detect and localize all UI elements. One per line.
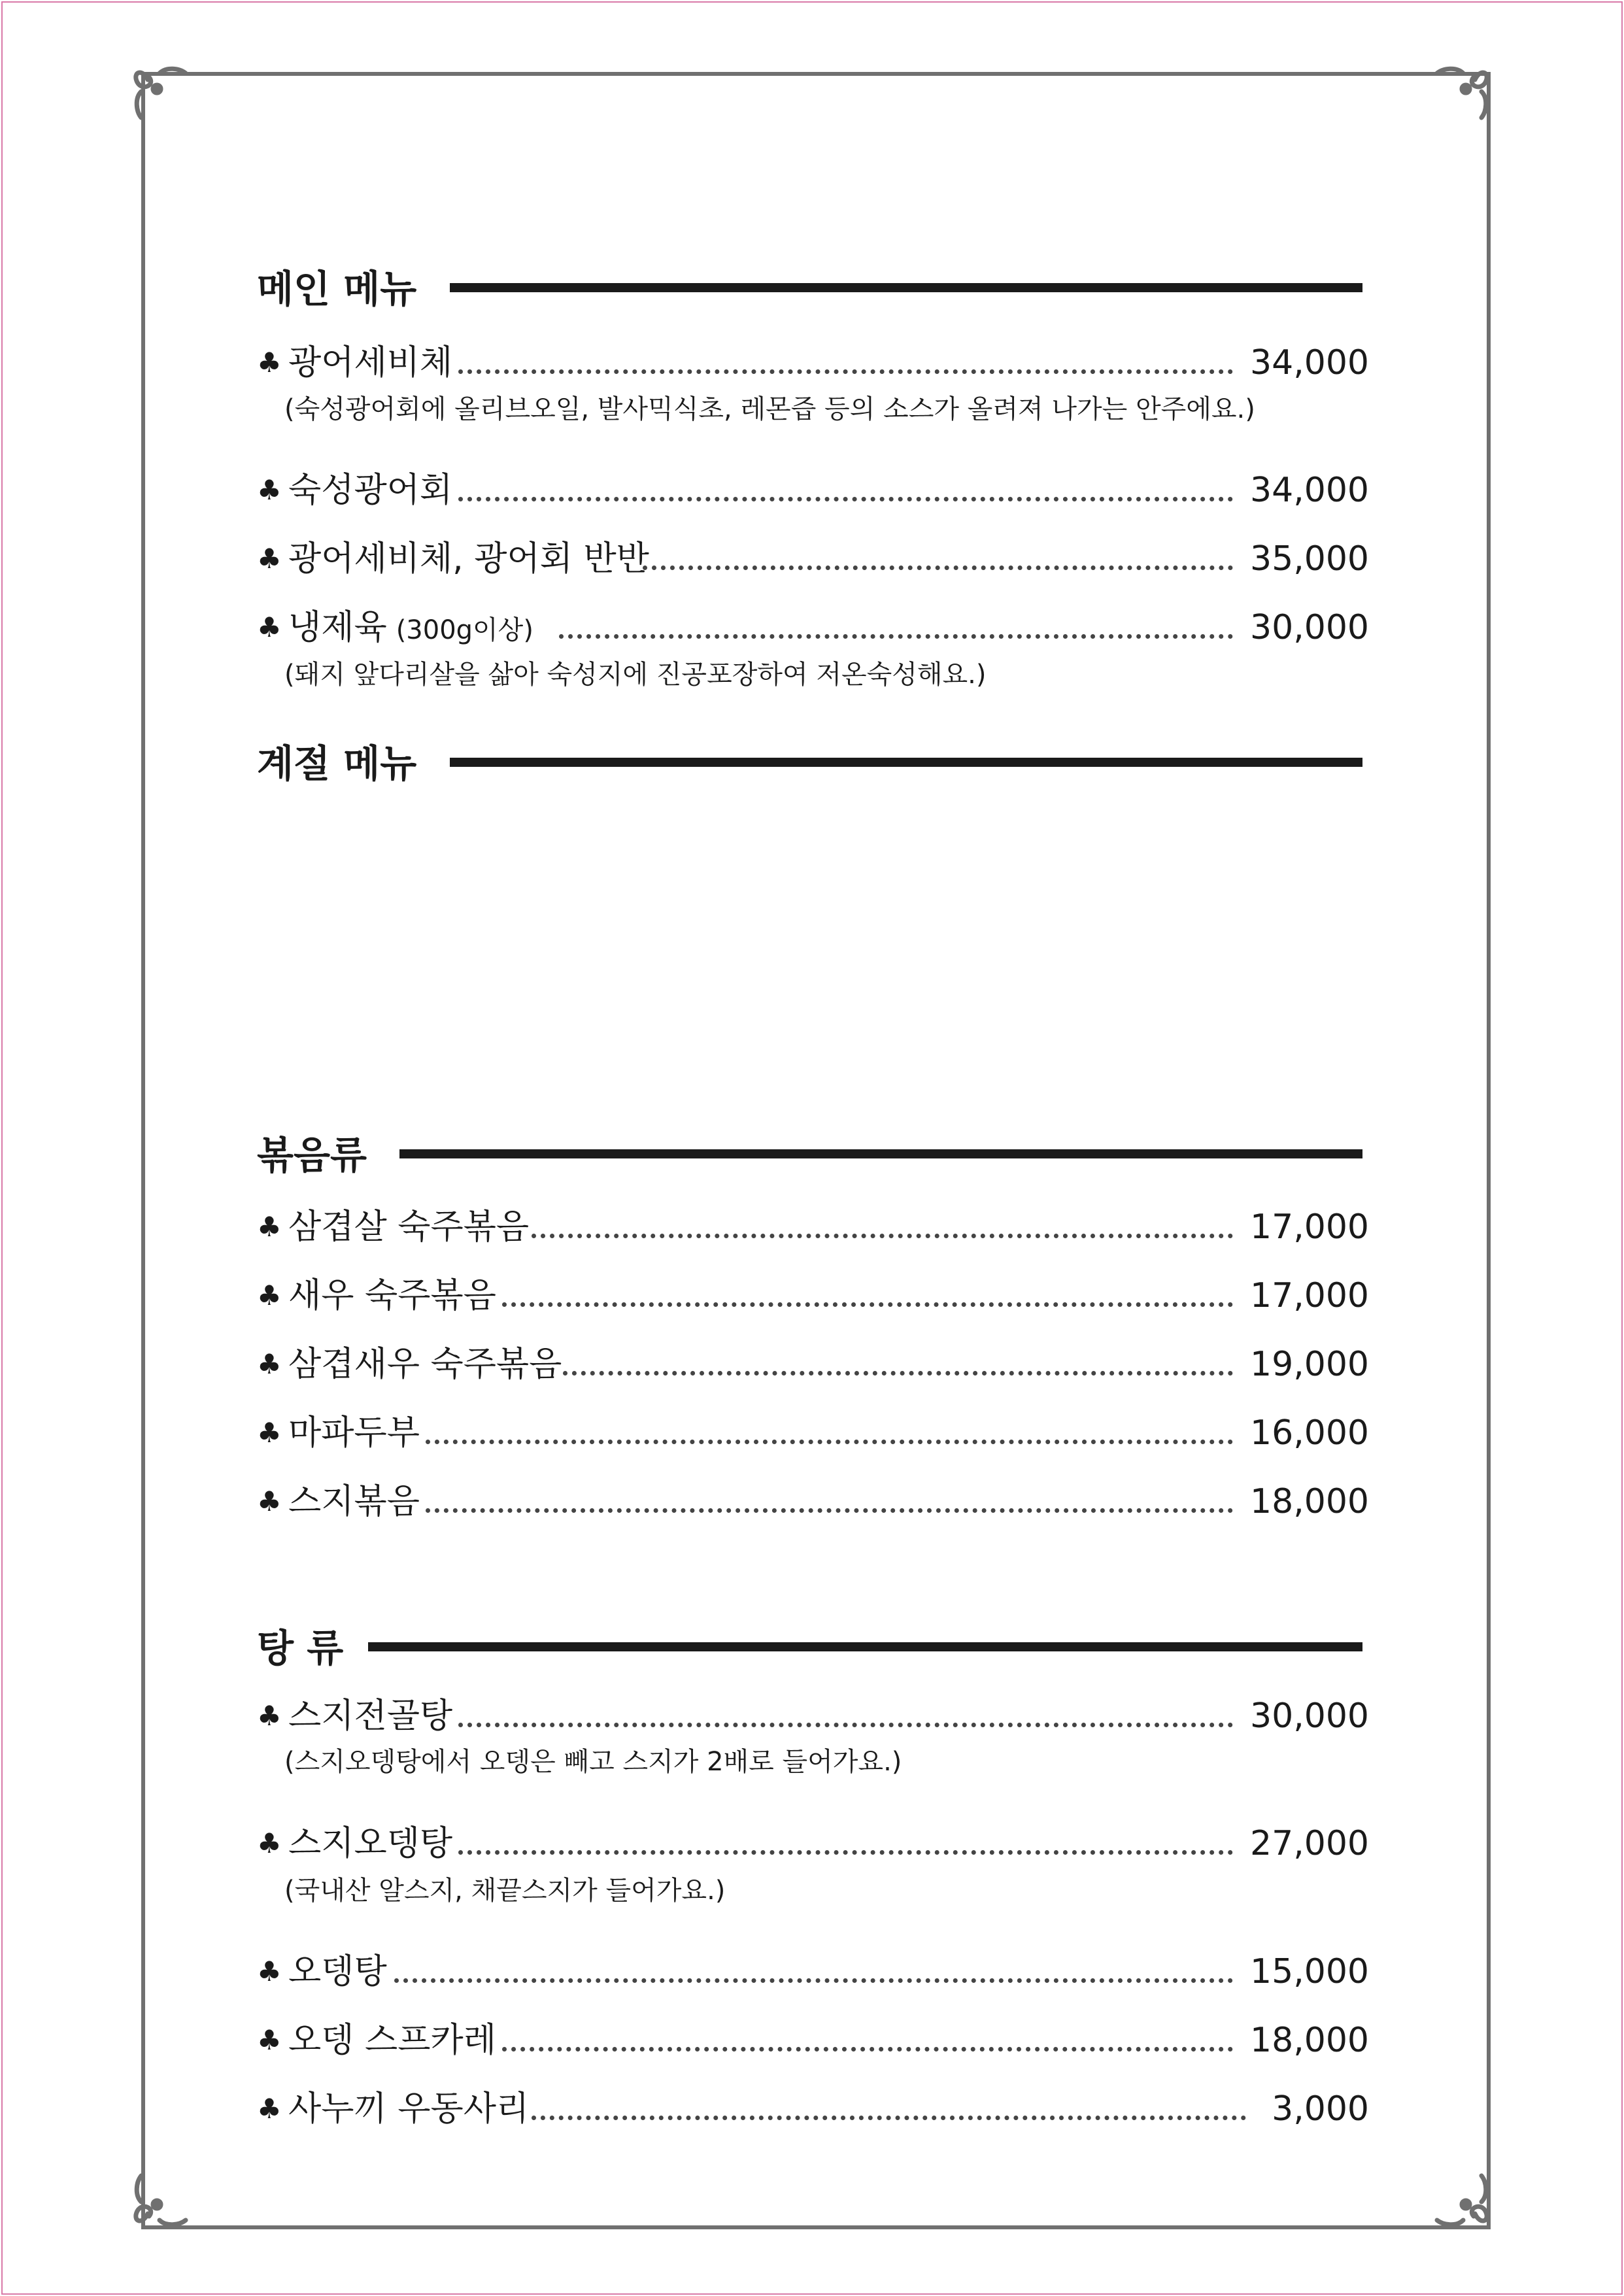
menu-item-name: 오뎅 스프카레 bbox=[288, 2021, 496, 2060]
menu-item bbox=[257, 337, 1368, 389]
menu-item-name: 스지오뎅탕 bbox=[288, 1824, 453, 1863]
menu-item-name: 오뎅탕 bbox=[288, 1952, 387, 1991]
dot-leader bbox=[532, 1234, 1233, 1238]
menu-item-name: 마파두부 bbox=[288, 1413, 420, 1453]
menu-item-name: 삼겹살 숙주볶음 bbox=[288, 1207, 530, 1247]
menu-item-name: 스지전골탕 bbox=[288, 1697, 453, 1736]
menu-item bbox=[257, 1817, 1368, 1870]
section-divider bbox=[399, 1149, 1362, 1158]
menu-item-note: (돼지 앞다리살을 삶아 숙성지에 진공포장하여 저온숙성해요.) bbox=[284, 660, 987, 690]
dot-leader bbox=[502, 2047, 1233, 2051]
menu-item-price: 16,000 bbox=[1250, 1413, 1369, 1453]
menu-item bbox=[257, 464, 1368, 516]
club-icon: ♣ bbox=[257, 2024, 282, 2056]
club-icon: ♣ bbox=[257, 1827, 282, 1859]
section-divider bbox=[450, 758, 1362, 767]
club-icon: ♣ bbox=[257, 1279, 282, 1311]
section-title: 메인 메뉴 bbox=[257, 267, 417, 311]
menu-item-name: 삼겹새우 숙주볶음 bbox=[288, 1345, 562, 1384]
club-icon: ♣ bbox=[257, 1700, 282, 1732]
menu-item-name: 새우 숙주볶음 bbox=[288, 1276, 496, 1315]
menu-item bbox=[257, 1338, 1368, 1391]
corner-ornament-icon bbox=[1432, 2170, 1495, 2233]
dot-leader bbox=[458, 1723, 1233, 1727]
club-icon: ♣ bbox=[257, 474, 282, 506]
menu-item-name: 사누끼 우동사리 bbox=[288, 2089, 530, 2129]
dot-leader bbox=[559, 634, 1233, 639]
menu-item-note: (스지오뎅탕에서 오뎅은 빼고 스지가 2배로 들어가요.) bbox=[284, 1747, 902, 1777]
menu-item-note: (국내산 알스지, 채끝스지가 들어가요.) bbox=[284, 1876, 726, 1906]
menu-item bbox=[257, 533, 1368, 585]
menu-item-price: 34,000 bbox=[1250, 343, 1369, 382]
dot-leader bbox=[563, 1371, 1233, 1376]
section-title: 계절 메뉴 bbox=[257, 741, 417, 786]
menu-item-price: 19,000 bbox=[1250, 1345, 1369, 1384]
menu-item-note: (숙성광어회에 올리브오일, 발사믹식초, 레몬즙 등의 소스가 올려져 나가는 안주에요.) bbox=[284, 394, 1255, 424]
menu-item-name bbox=[288, 601, 533, 656]
dot-leader bbox=[458, 369, 1233, 374]
menu-item-price: 18,000 bbox=[1250, 2021, 1369, 2060]
club-icon: ♣ bbox=[257, 611, 282, 643]
section-divider bbox=[368, 1642, 1362, 1651]
menu-item bbox=[257, 1270, 1368, 1322]
menu-item-name: 광어세비체, 광어회 반반 bbox=[288, 539, 649, 579]
club-icon: ♣ bbox=[257, 2093, 282, 2125]
dot-leader bbox=[458, 1850, 1233, 1855]
section-header-main bbox=[257, 256, 1368, 322]
menu-item-name: 스지볶음 bbox=[288, 1482, 420, 1521]
dot-leader bbox=[502, 1302, 1233, 1307]
corner-ornament-icon bbox=[128, 2170, 191, 2233]
section-header-stirfry bbox=[257, 1123, 1368, 1188]
menu-item-price: 18,000 bbox=[1250, 1482, 1369, 1521]
dot-leader bbox=[532, 2116, 1246, 2120]
menu-item-name: 숙성광어회 bbox=[288, 471, 453, 510]
menu-item bbox=[257, 601, 1368, 654]
menu-item-price: 3,000 bbox=[1272, 2089, 1369, 2129]
menu-item bbox=[257, 1407, 1368, 1459]
menu-item-price: 15,000 bbox=[1250, 1952, 1369, 1991]
club-icon: ♣ bbox=[257, 346, 282, 379]
menu-item-price: 34,000 bbox=[1250, 471, 1369, 510]
section-header-soup bbox=[257, 1615, 1368, 1681]
section-title: 볶음류 bbox=[257, 1133, 367, 1177]
menu-item-price: 17,000 bbox=[1250, 1276, 1369, 1315]
menu-item bbox=[257, 1201, 1368, 1253]
dot-leader bbox=[426, 1508, 1233, 1513]
menu-item-weight: (300g이상) bbox=[396, 615, 533, 645]
club-icon: ♣ bbox=[257, 1955, 282, 1987]
menu-item-price: 30,000 bbox=[1250, 608, 1369, 647]
menu-item bbox=[257, 1946, 1368, 1998]
menu-item-price: 35,000 bbox=[1250, 539, 1369, 579]
corner-ornament-icon bbox=[1432, 60, 1495, 123]
menu-item bbox=[257, 2083, 1368, 2135]
club-icon: ♣ bbox=[257, 1211, 282, 1243]
section-divider bbox=[450, 283, 1362, 292]
menu-item bbox=[257, 1476, 1368, 1528]
dot-leader bbox=[643, 566, 1233, 570]
menu-item-name-text: 냉제육 bbox=[288, 608, 387, 647]
dot-leader bbox=[458, 497, 1233, 501]
corner-ornament-icon bbox=[128, 60, 191, 123]
menu-item bbox=[257, 1690, 1368, 1742]
section-title: 탕 류 bbox=[257, 1626, 344, 1670]
section-header-seasonal bbox=[257, 731, 1368, 796]
club-icon: ♣ bbox=[257, 1417, 282, 1449]
club-icon: ♣ bbox=[257, 543, 282, 575]
menu-item bbox=[257, 2014, 1368, 2067]
dot-leader bbox=[426, 1440, 1233, 1444]
menu-item-price: 17,000 bbox=[1250, 1207, 1369, 1247]
menu-item-price: 30,000 bbox=[1250, 1697, 1369, 1736]
menu-item-price: 27,000 bbox=[1250, 1824, 1369, 1863]
club-icon: ♣ bbox=[257, 1485, 282, 1517]
club-icon: ♣ bbox=[257, 1348, 282, 1380]
menu-item-name: 광어세비체 bbox=[288, 343, 453, 382]
dot-leader bbox=[394, 1978, 1233, 1983]
